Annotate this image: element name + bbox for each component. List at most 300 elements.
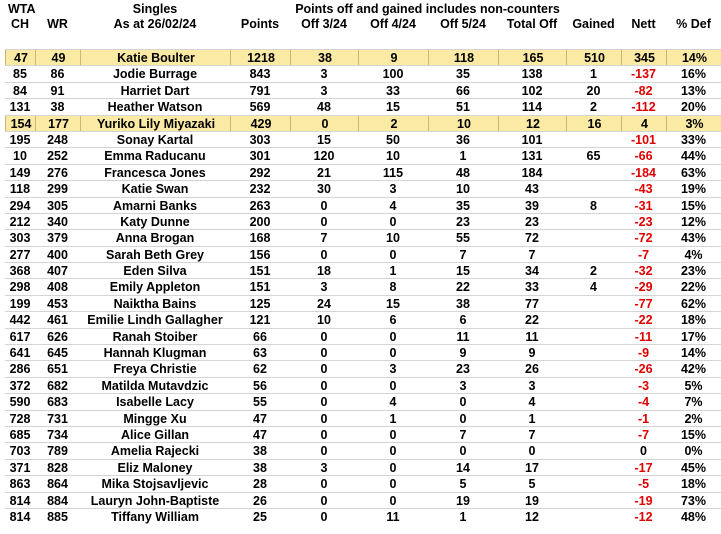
- players-table: [5, 49, 721, 524]
- cell-o5: 10: [428, 116, 499, 131]
- cell-gained: [566, 443, 621, 458]
- cell-o3: 0: [320, 411, 328, 426]
- cell-wr: 38: [50, 100, 65, 115]
- table-row: [5, 442, 721, 458]
- cell-total: 5: [528, 477, 536, 492]
- cell-pct: 15%: [680, 198, 707, 213]
- cell-total: 184: [521, 165, 543, 180]
- table-row: [5, 147, 721, 163]
- cell-name: Sarah Beth Grey: [106, 247, 204, 262]
- table-row: [5, 278, 721, 294]
- cell-points: 62: [253, 362, 267, 377]
- cell-wr: 626: [47, 329, 68, 344]
- cell-points: 168: [249, 231, 271, 246]
- cell-ch: 590: [9, 395, 31, 410]
- cell-wr: 248: [47, 132, 68, 147]
- cell-o4: 10: [386, 149, 400, 164]
- cell-points: 303: [249, 132, 271, 147]
- cell-points: 569: [249, 100, 271, 115]
- cell-points: 200: [249, 214, 271, 229]
- cell-o5: 19: [456, 493, 470, 508]
- table-row: [5, 229, 721, 245]
- table-row: [5, 344, 721, 360]
- cell-o4: 4: [389, 395, 397, 410]
- cell-nett: -4: [637, 395, 650, 410]
- cell-pct: 20%: [680, 100, 707, 115]
- cell-o4: 3: [389, 182, 397, 197]
- cell-name: Naiktha Bains: [113, 296, 197, 311]
- wta-header: WTA: [8, 2, 36, 16]
- cell-nett: -17: [634, 460, 653, 475]
- cell-points: 791: [249, 83, 271, 98]
- nett-header: Nett: [631, 17, 656, 31]
- table-row: [5, 295, 721, 311]
- cell-points: 47: [253, 427, 267, 442]
- cell-points: 28: [253, 477, 267, 492]
- cell-total: 131: [521, 149, 543, 164]
- table-row: [5, 180, 721, 196]
- cell-pct: 14%: [666, 50, 721, 65]
- cell-pct: 48%: [680, 509, 707, 524]
- cell-nett: -137: [630, 67, 657, 82]
- table-row: [5, 328, 721, 344]
- cell-nett: -66: [634, 149, 653, 164]
- cell-o5: 7: [459, 247, 467, 262]
- table-row: [5, 393, 721, 409]
- cell-total: 33: [525, 280, 539, 295]
- cell-wr: 453: [47, 296, 68, 311]
- cell-ch: 617: [9, 329, 31, 344]
- cell-gained: 510: [566, 50, 622, 65]
- cell-nett: -184: [630, 165, 657, 180]
- cell-o5: 35: [456, 198, 470, 213]
- cell-o4: 0: [389, 214, 397, 229]
- cell-o4: 0: [389, 477, 397, 492]
- cell-o5: 51: [456, 100, 470, 115]
- cell-pct: 2%: [684, 411, 703, 426]
- cell-ch: 131: [9, 100, 31, 115]
- cell-nett: -43: [634, 182, 653, 197]
- cell-ch: 47: [5, 50, 36, 65]
- cell-o3: 38: [290, 50, 359, 65]
- cell-o5: 6: [459, 313, 467, 328]
- cell-pct: 62%: [680, 296, 707, 311]
- wr-header: WR: [47, 17, 68, 31]
- cell-gained: 65: [586, 149, 601, 164]
- cell-name: Katie Swan: [121, 182, 189, 197]
- cell-wr: 731: [47, 411, 68, 426]
- cell-gained: [566, 493, 621, 508]
- cell-gained: [566, 509, 621, 524]
- cell-name: Alice Gillan: [120, 427, 190, 442]
- cell-o4: 33: [386, 83, 400, 98]
- cell-total: 138: [521, 67, 543, 82]
- cell-wr: 461: [47, 313, 68, 328]
- cell-gained: [566, 214, 621, 229]
- cell-nett: -32: [634, 264, 653, 279]
- cell-gained: [566, 476, 621, 491]
- cell-ch: 195: [9, 132, 31, 147]
- cell-o4: 0: [389, 346, 397, 361]
- cell-o3: 0: [320, 444, 328, 459]
- cell-wr: 86: [50, 67, 65, 82]
- cell-nett: -72: [634, 231, 653, 246]
- cell-points: 25: [253, 509, 267, 524]
- cell-name: Eliz Maloney: [117, 460, 193, 475]
- cell-o3: 3: [320, 83, 328, 98]
- table-row: [5, 459, 721, 475]
- cell-ch: 298: [9, 280, 31, 295]
- cell-name: Heather Watson: [107, 100, 203, 115]
- cell-o5: 55: [456, 231, 470, 246]
- cell-pct: 0%: [684, 444, 703, 459]
- cell-name: Katy Dunne: [120, 214, 190, 229]
- cell-pct: 44%: [680, 149, 707, 164]
- cell-wr: 683: [47, 395, 68, 410]
- cell-wr: 49: [35, 50, 81, 65]
- cell-total: 3: [528, 378, 536, 393]
- cell-points: 38: [253, 444, 267, 459]
- cell-wr: 734: [47, 427, 68, 442]
- table-row: [5, 311, 721, 327]
- off-3-24-header: Off 3/24: [301, 17, 347, 31]
- cell-o4: 115: [382, 165, 404, 180]
- cell-total: 0: [528, 444, 536, 459]
- cell-name: Lauryn John-Baptiste: [90, 493, 220, 508]
- cell-o5: 23: [456, 214, 470, 229]
- table-row: [5, 131, 721, 147]
- cell-nett: -22: [634, 313, 653, 328]
- cell-o5: 11: [456, 329, 470, 344]
- cell-ch: 286: [9, 362, 31, 377]
- cell-wr: 91: [50, 83, 65, 98]
- table-row: [5, 262, 721, 278]
- cell-o4: 100: [382, 67, 404, 82]
- cell-o3: 0: [320, 477, 328, 492]
- cell-points: 301: [249, 149, 271, 164]
- cell-o3: 15: [317, 132, 331, 147]
- cell-o5: 1: [459, 509, 467, 524]
- cell-name: Yuriko Lily Miyazaki: [80, 116, 231, 131]
- cell-wr: 408: [47, 280, 68, 295]
- table-row: [5, 82, 721, 98]
- cell-wr: 885: [47, 509, 68, 524]
- cell-pct: 14%: [680, 346, 707, 361]
- cell-ch: 118: [9, 182, 31, 197]
- cell-o5: 14: [456, 460, 470, 475]
- cell-gained: [566, 312, 621, 327]
- cell-pct: 16%: [680, 67, 707, 82]
- cell-gained: [566, 296, 621, 311]
- cell-o3: 24: [317, 296, 331, 311]
- cell-o4: 0: [389, 427, 397, 442]
- cell-wr: 305: [47, 198, 68, 213]
- cell-total: 19: [525, 493, 539, 508]
- cell-o3: 0: [320, 509, 328, 524]
- cell-pct: 3%: [666, 116, 721, 131]
- cell-pct: 73%: [680, 493, 707, 508]
- cell-ch: 154: [5, 116, 36, 131]
- cell-nett: -23: [634, 214, 653, 229]
- cell-total: 77: [525, 296, 539, 311]
- cell-gained: 16: [566, 116, 622, 131]
- table-row: [5, 65, 721, 81]
- cell-pct: 18%: [680, 477, 707, 492]
- cell-o3: 10: [317, 313, 331, 328]
- cell-ch: 371: [9, 460, 31, 475]
- cell-o5: 66: [456, 83, 470, 98]
- cell-total: 4: [528, 395, 536, 410]
- cell-total: 26: [525, 362, 539, 377]
- cell-total: 22: [525, 313, 539, 328]
- cell-points: 56: [253, 378, 267, 393]
- cell-nett: -7: [637, 427, 650, 442]
- cell-nett: -12: [634, 509, 653, 524]
- cell-gained: [566, 132, 621, 147]
- cell-ch: 372: [9, 378, 31, 393]
- cell-o3: 3: [320, 460, 328, 475]
- cell-o5: 5: [459, 477, 467, 492]
- cell-nett: 4: [621, 116, 667, 131]
- cell-points: 47: [253, 411, 267, 426]
- off-5-24-header: Off 5/24: [440, 17, 486, 31]
- table-row: [5, 426, 721, 442]
- cell-o4: 0: [389, 444, 397, 459]
- cell-points: 292: [249, 165, 271, 180]
- cell-o5: 35: [456, 67, 470, 82]
- cell-o4: 8: [389, 280, 397, 295]
- cell-pct: 17%: [680, 329, 707, 344]
- cell-pct: 33%: [680, 132, 707, 147]
- cell-ch: 149: [9, 165, 31, 180]
- cell-name: Emma Raducanu: [104, 149, 206, 164]
- table-row: [5, 164, 721, 180]
- cell-nett: -5: [637, 477, 650, 492]
- cell-wr: 379: [47, 231, 68, 246]
- cell-o4: 0: [389, 460, 397, 475]
- cell-ch: 277: [9, 247, 31, 262]
- cell-gained: 1: [590, 67, 597, 82]
- cell-wr: 407: [47, 264, 68, 279]
- cell-o5: 0: [459, 395, 467, 410]
- cell-o3: 0: [320, 427, 328, 442]
- cell-name: Matilda Mutavdzic: [101, 378, 209, 393]
- cell-o3: 0: [320, 247, 328, 262]
- note-header: Points off and gained includes non-counters: [295, 2, 560, 16]
- table-row: [5, 360, 721, 376]
- cell-wr: 828: [47, 460, 68, 475]
- cell-gained: 4: [590, 280, 597, 295]
- cell-total: 7: [528, 247, 536, 262]
- cell-o4: 0: [389, 329, 397, 344]
- cell-nett: -9: [637, 346, 650, 361]
- ch-header: CH: [10, 17, 30, 31]
- cell-wr: 682: [47, 378, 68, 393]
- cell-total: 34: [525, 264, 539, 279]
- cell-points: 843: [249, 67, 271, 82]
- cell-gained: [566, 361, 621, 376]
- cell-nett: 345: [621, 50, 667, 65]
- cell-name: Emilie Lindh Gallagher: [87, 313, 223, 328]
- cell-pct: 15%: [680, 427, 707, 442]
- cell-o3: 7: [320, 231, 328, 246]
- cell-name: Eden Silva: [123, 264, 187, 279]
- table-row: [5, 377, 721, 393]
- cell-wr: 651: [47, 362, 68, 377]
- cell-o5: 48: [456, 165, 470, 180]
- cell-total: 39: [525, 198, 539, 213]
- cell-total: 11: [525, 329, 539, 344]
- cell-wr: 340: [47, 214, 68, 229]
- cell-gained: 2: [590, 100, 597, 115]
- table-row: [5, 246, 721, 262]
- cell-name: Francesca Jones: [104, 165, 206, 180]
- cell-o3: 21: [317, 165, 331, 180]
- singles-header: Singles: [132, 2, 178, 16]
- cell-total: 1: [528, 411, 536, 426]
- cell-gained: [566, 247, 621, 262]
- cell-o4: 6: [389, 313, 397, 328]
- cell-points: 156: [249, 247, 271, 262]
- cell-o4: 10: [386, 231, 400, 246]
- cell-o4: 9: [358, 50, 429, 65]
- cell-name: Jodie Burrage: [112, 67, 198, 82]
- cell-pct: 18%: [680, 313, 707, 328]
- cell-gained: [566, 427, 621, 442]
- cell-nett: -11: [634, 329, 653, 344]
- cell-total: 114: [521, 100, 543, 115]
- cell-gained: [566, 181, 621, 196]
- as-at-header: As at 26/02/24: [113, 17, 197, 31]
- pct-def-header: % Def: [676, 17, 711, 31]
- table-row: [5, 508, 721, 524]
- cell-ch: 303: [9, 231, 31, 246]
- cell-ch: 84: [13, 83, 27, 98]
- cell-nett: -101: [630, 132, 657, 147]
- cell-total: 9: [528, 346, 536, 361]
- cell-points: 26: [253, 493, 267, 508]
- cell-wr: 645: [47, 346, 68, 361]
- cell-pct: 5%: [684, 378, 703, 393]
- table-row: [5, 49, 721, 65]
- cell-wr: 789: [47, 444, 68, 459]
- off-4-24-header: Off 4/24: [370, 17, 416, 31]
- cell-gained: 20: [586, 83, 601, 98]
- cell-ch: 199: [9, 296, 31, 311]
- cell-name: Mika Stojsavljevic: [101, 477, 209, 492]
- cell-wr: 864: [47, 477, 68, 492]
- total-off-header: Total Off: [506, 17, 558, 31]
- cell-o4: 1: [389, 264, 397, 279]
- cell-o4: 0: [389, 247, 397, 262]
- cell-nett: -112: [631, 100, 656, 115]
- cell-points: 121: [249, 313, 271, 328]
- table-row: [5, 213, 721, 229]
- cell-o4: 11: [386, 509, 400, 524]
- cell-name: Harriet Dart: [120, 83, 190, 98]
- cell-name: Katie Boulter: [80, 50, 231, 65]
- cell-o4: 50: [386, 132, 400, 147]
- cell-nett: -19: [634, 493, 653, 508]
- cell-wr: 400: [47, 247, 68, 262]
- cell-nett: -77: [634, 296, 653, 311]
- cell-gained: [566, 460, 621, 475]
- cell-ch: 10: [13, 149, 27, 164]
- table-row: [5, 492, 721, 508]
- cell-points: 63: [253, 346, 267, 361]
- cell-o3: 0: [320, 346, 328, 361]
- cell-points: 125: [249, 296, 271, 311]
- cell-pct: 12%: [680, 214, 707, 229]
- table-row: [5, 115, 721, 131]
- cell-pct: 13%: [680, 83, 707, 98]
- cell-nett: -3: [637, 378, 650, 393]
- cell-total: 102: [521, 83, 543, 98]
- cell-name: Hannah Klugman: [103, 346, 207, 361]
- cell-nett: -26: [634, 362, 653, 377]
- cell-o3: 0: [320, 395, 328, 410]
- cell-o5: 1: [459, 149, 467, 164]
- cell-ch: 85: [13, 67, 27, 82]
- cell-o5: 7: [459, 427, 467, 442]
- cell-gained: [566, 411, 621, 426]
- cell-pct: 43%: [680, 231, 707, 246]
- table-row: [5, 197, 721, 213]
- cell-total: 43: [525, 182, 539, 197]
- cell-o4: 3: [389, 362, 397, 377]
- cell-wr: 276: [47, 165, 68, 180]
- cell-o5: 118: [428, 50, 499, 65]
- points-header: Points: [240, 17, 280, 31]
- table-row: [5, 98, 721, 114]
- cell-wr: 252: [47, 149, 68, 164]
- cell-wr: 884: [47, 493, 68, 508]
- cell-o3: 0: [320, 214, 328, 229]
- cell-o4: 2: [358, 116, 429, 131]
- cell-o4: 0: [389, 378, 397, 393]
- cell-name: Sonay Kartal: [116, 132, 194, 147]
- cell-ch: 863: [9, 477, 31, 492]
- cell-gained: [566, 394, 621, 409]
- cell-name: Amelia Rajecki: [110, 444, 200, 459]
- cell-o3: 0: [320, 362, 328, 377]
- cell-o4: 0: [389, 493, 397, 508]
- cell-gained: [566, 345, 621, 360]
- cell-o5: 10: [456, 182, 470, 197]
- cell-name: Ranah Stoiber: [112, 329, 198, 344]
- cell-o5: 38: [456, 296, 470, 311]
- cell-ch: 212: [9, 214, 31, 229]
- cell-gained: [566, 378, 621, 393]
- cell-o5: 23: [456, 362, 470, 377]
- cell-total: 17: [525, 460, 539, 475]
- cell-pct: 45%: [680, 460, 707, 475]
- cell-nett: 0: [640, 444, 647, 459]
- cell-o5: 0: [459, 444, 467, 459]
- cell-o5: 22: [456, 280, 470, 295]
- cell-o4: 15: [386, 100, 400, 115]
- cell-ch: 685: [9, 427, 31, 442]
- cell-name: Tiffany William: [111, 509, 199, 524]
- cell-o3: 48: [317, 100, 331, 115]
- cell-points: 232: [249, 182, 271, 197]
- cell-o3: 0: [290, 116, 359, 131]
- cell-o3: 18: [317, 264, 331, 279]
- cell-name: Freya Christie: [113, 362, 197, 377]
- cell-total: 12: [525, 509, 539, 524]
- cell-o5: 36: [456, 132, 470, 147]
- cell-o3: 3: [320, 280, 328, 295]
